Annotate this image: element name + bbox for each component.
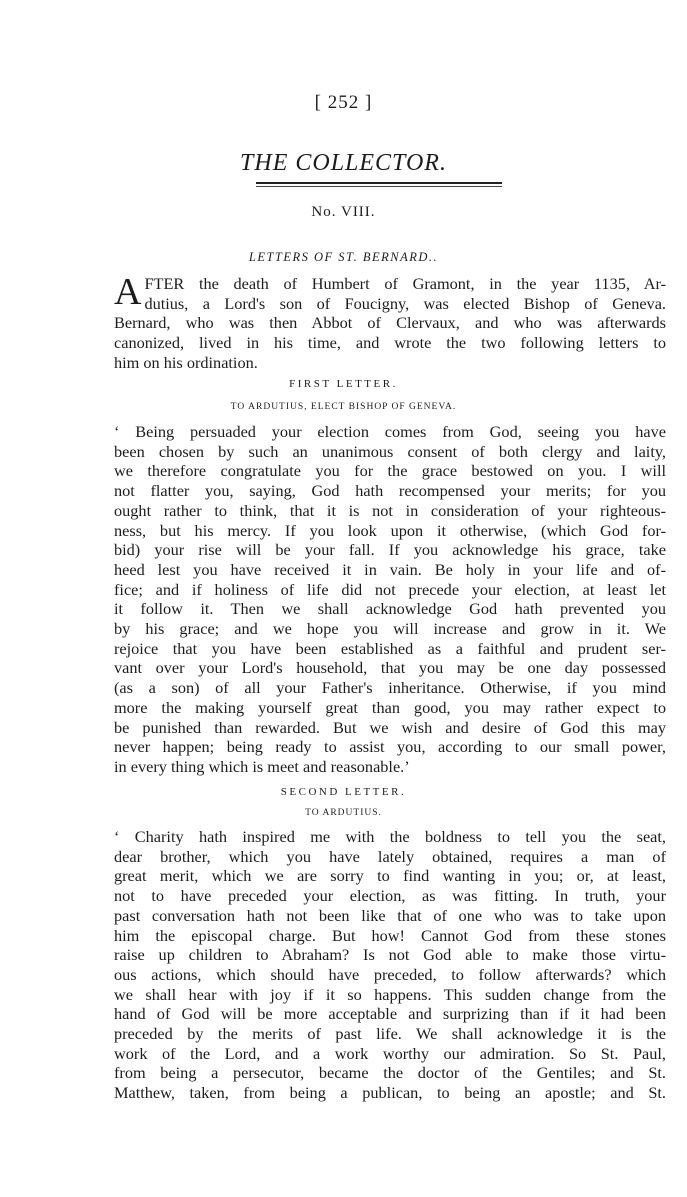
text-line: it follow it. Then we shall acknowledge God hath prevented you	[114, 599, 666, 619]
text-line: ‘ Being persuaded your election comes from God, seeing you have	[114, 422, 666, 441]
text-line: not to have preceded your election, as was fitting. In truth, your	[114, 886, 666, 906]
text-line: him the episcopal charge. But how! Cannot God from these stones	[114, 925, 666, 945]
text-line: never happen; being ready to assist you, according to our small power,	[114, 737, 666, 757]
text-line: hand of God will be more acceptable and surprizing than if it had been	[114, 1004, 666, 1024]
intro-paragraph	[114, 271, 666, 373]
text-line: from being a persecutor, became the doctor of the Gentiles; and St.	[114, 1063, 666, 1083]
text-line: we shall hear with joy if it so happens. This sudden change from the	[114, 984, 666, 1004]
text-line: dear brother, which you have lately obtained, requires a man of	[114, 846, 666, 866]
text-line: Matthew, taken, from being a publican, to being an apostle; and St.	[114, 1083, 666, 1103]
text-line: bid) your rise will be your fall. If you acknowledge his grace, take	[114, 540, 666, 560]
text-line: fice; and if holiness of life did not precede your election, at least let	[114, 579, 666, 599]
first-letter-subheading: TO ARDUTIUS, ELECT BISHOP OF GENEVA.	[230, 402, 457, 412]
section-heading: LETTERS OF ST. BERNARD..	[248, 250, 439, 264]
second-letter-subheading: TO ARDUTIUS.	[305, 808, 382, 818]
second-letter-heading: SECOND LETTER.	[280, 786, 407, 798]
text-line: rejoice that you have been established as a faithful and prudent ser-	[114, 638, 666, 658]
page-number: [ 252 ]	[314, 92, 373, 113]
first-letter-heading: FIRST LETTER.	[289, 378, 398, 390]
text-line: FTER the death of Humbert of Gramont, in the year 1135, Ar-	[144, 274, 666, 293]
text-line: raise up children to Abraham? Is not God able to make those virtu-	[114, 945, 666, 965]
page-title: THE COLLECTOR.	[240, 150, 447, 176]
first-letter-text	[114, 422, 666, 777]
issue-number: No. VIII.	[311, 204, 376, 220]
text-line: more the making yourself great than good, you may rather expect to	[114, 697, 666, 717]
text-line: work of the Lord, and a work worthy our admiration. So St. Paul,	[114, 1043, 666, 1063]
title-rule-thin	[256, 186, 502, 187]
text-line: dutius, a Lord's son of Foucigny, was elected Bishop of Geneva.	[144, 293, 666, 313]
text-line: ness, but his mercy. If you look upon it otherwise, (which God for-	[114, 520, 666, 540]
title-rule-thick	[256, 182, 502, 184]
text-line: (as a son) of all your Father's inheritance. Otherwise, if you mind	[114, 678, 666, 698]
text-line: in every thing which is meet and reasonable.’	[114, 756, 410, 776]
text-line: heed lest you have received it in vain. Be holy in your life and of-	[114, 559, 666, 579]
text-line: great merit, which we are sorry to find wanting in you; or, at least,	[114, 866, 666, 886]
text-line: past conversation hath not been like that of one who was to take upon	[114, 905, 666, 925]
drop-cap: A	[114, 271, 142, 313]
text-line: by his grace; and we hope you will increase and grow in it. We	[114, 619, 666, 639]
text-line: preceded by the merits of past life. We shall acknowledge it is the	[114, 1024, 666, 1044]
text-line: vant over your Lord's household, that you may be one day possessed	[114, 658, 666, 678]
text-line: him on his ordination.	[114, 352, 258, 372]
text-line: been chosen by such an unanimous consent of both clergy and laity,	[114, 441, 666, 461]
second-letter-text	[114, 827, 666, 1103]
text-line: Bernard, who was then Abbot of Clervaux, and who was afterwards	[114, 313, 666, 333]
text-line: ‘ Charity hath inspired me with the boldness to tell you the seat,	[114, 827, 666, 846]
text-line: ought rather to think, that it is not in consideration of your righteous-	[114, 500, 666, 520]
text-line: be punished than rewarded. But we wish and desire of God this may	[114, 717, 666, 737]
text-line: canonized, lived in his time, and wrote the two following letters to	[114, 333, 666, 353]
text-line: not flatter you, saying, God hath recompensed your merits; for you	[114, 481, 666, 501]
text-line: ous actions, which should have preceded, to follow afterwards? which	[114, 964, 666, 984]
text-line: we therefore congratulate you for the grace bestowed on you. I will	[114, 461, 666, 481]
